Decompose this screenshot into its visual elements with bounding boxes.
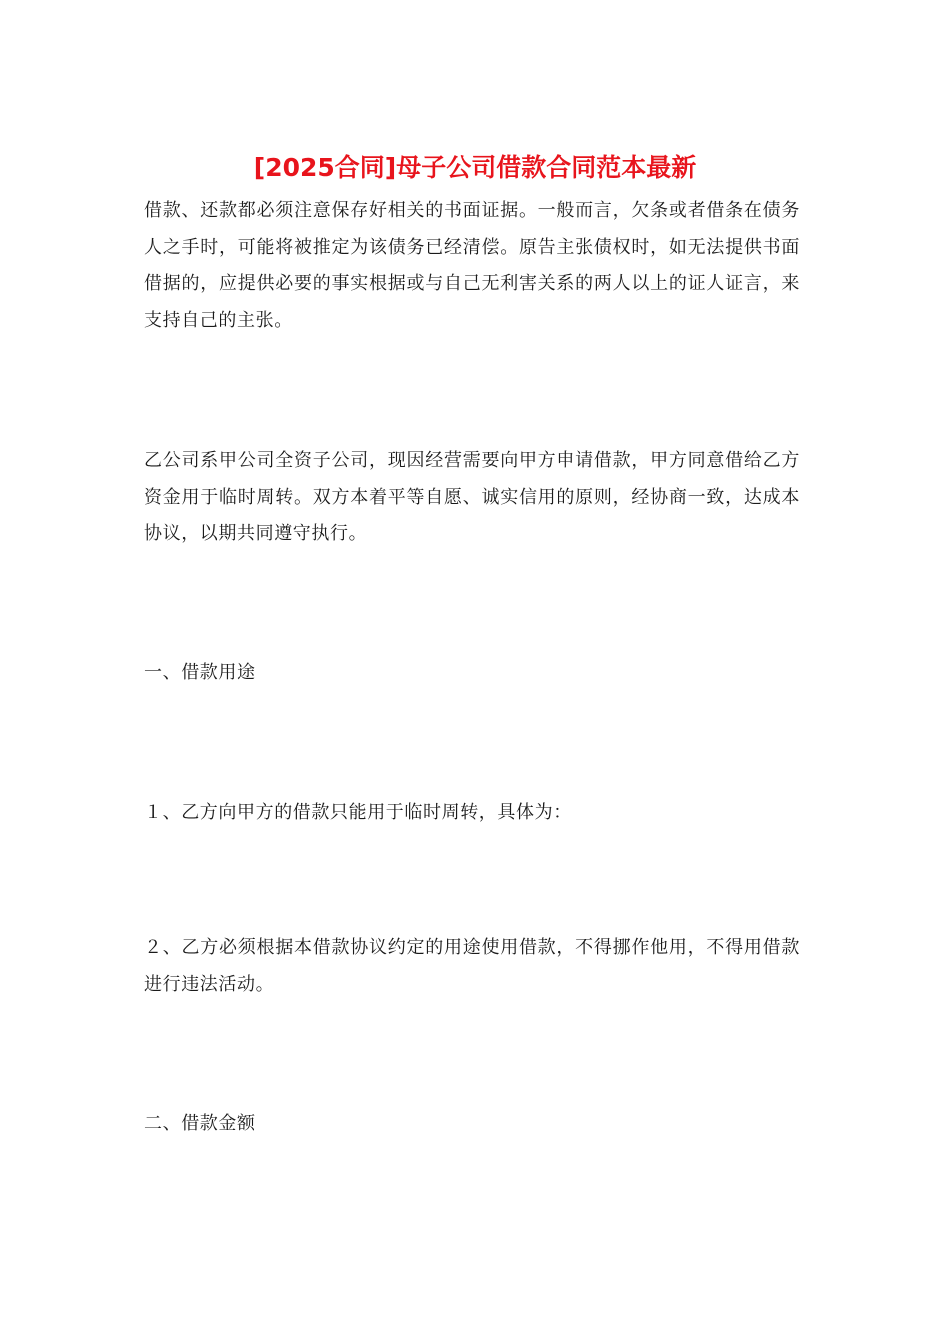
section-heading-loan-purpose: 一、借款用途	[144, 662, 256, 683]
paragraph-preamble: 乙公司系甲公司全资子公司，现因经营需要向甲方申请借款，甲方同意借给乙方资金用于临时周转。双方本着平等自愿、诚实信用的原则，经协商一致，达成本协议，以期共同遵守执行。	[144, 450, 800, 544]
section-heading-loan-amount: 二、借款金额	[144, 1113, 256, 1134]
clause-1-purpose: １、乙方向甲方的借款只能用于临时周转，具体为：	[144, 802, 572, 823]
paragraph-evidence-notice: 借款、还款都必须注意保存好相关的书面证据。一般而言，欠条或者借条在债务人之手时，可能将被推定为该债务已经清偿。原告主张债权时，如无法提供书面借据的，应提供必要的事实根据或与自己无利害关系的两人以上的证人证言，来支持自己的主张。	[144, 200, 800, 331]
clause-2-usage: ２、乙方必须根据本借款协议约定的用途使用借款，不得挪作他用，不得用借款进行违法活动。	[144, 937, 800, 995]
document-title: [2025合同]母子公司借款合同范本最新	[253, 153, 697, 182]
